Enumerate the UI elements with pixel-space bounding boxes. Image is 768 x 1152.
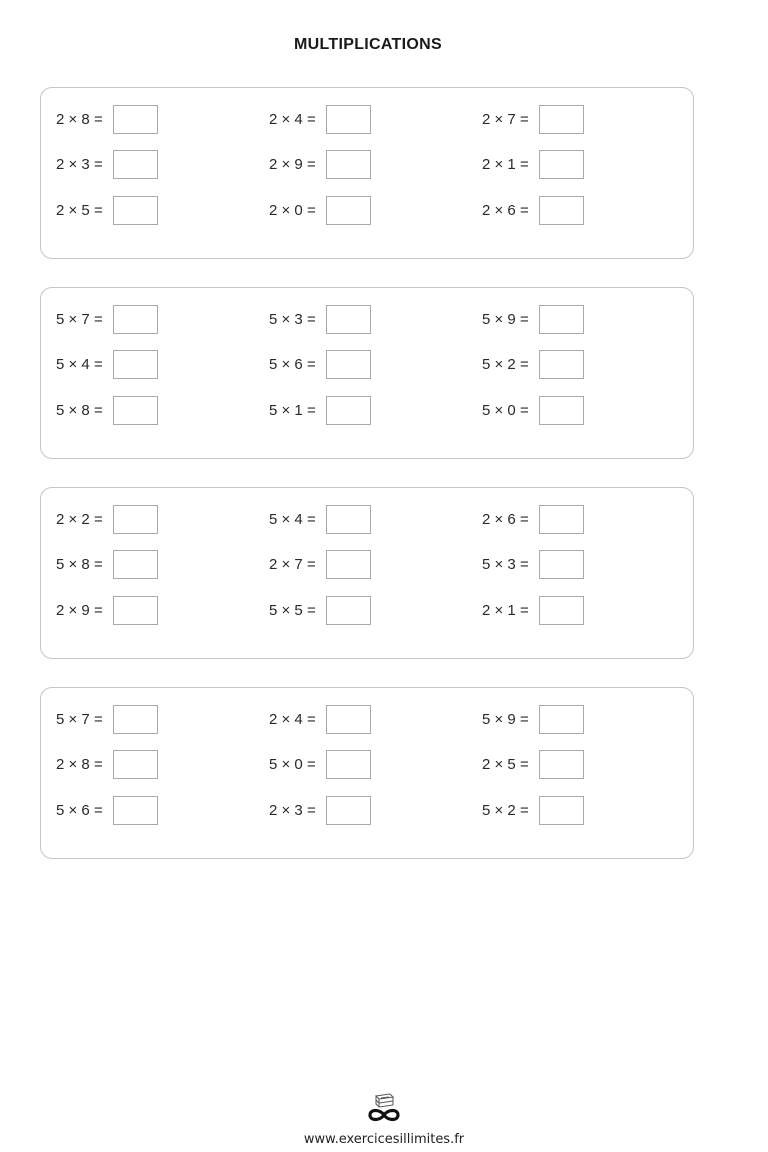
multiplication-expression: 5 × 9 = <box>482 710 529 728</box>
multiplication-expression: 5 × 9 = <box>482 310 529 328</box>
exercise-item <box>482 304 584 334</box>
exercise-item <box>482 349 584 379</box>
multiplication-expression: 2 × 9 = <box>269 155 316 173</box>
answer-input[interactable] <box>539 705 584 734</box>
exercise-item <box>482 395 584 425</box>
multiplication-expression: 5 × 8 = <box>56 555 103 573</box>
multiplication-expression: 2 × 3 = <box>56 155 103 173</box>
multiplication-expression: 5 × 7 = <box>56 710 103 728</box>
answer-input[interactable] <box>113 705 158 734</box>
multiplication-expression: 5 × 8 = <box>56 401 103 419</box>
answer-input[interactable] <box>326 350 371 379</box>
exercise-item <box>482 504 584 534</box>
site-logo <box>0 1092 768 1129</box>
exercise-item <box>269 795 371 825</box>
answer-input[interactable] <box>113 196 158 225</box>
multiplication-expression: 2 × 9 = <box>56 601 103 619</box>
exercise-item <box>269 395 371 425</box>
multiplication-expression: 2 × 8 = <box>56 110 103 128</box>
exercise-panel-4 <box>40 687 694 859</box>
multiplication-expression: 5 × 2 = <box>482 801 529 819</box>
exercise-panel-1 <box>40 87 694 259</box>
exercise-item <box>269 104 371 134</box>
exercise-item <box>482 195 584 225</box>
exercise-item <box>269 595 371 625</box>
multiplication-expression: 2 × 4 = <box>269 710 316 728</box>
multiplication-expression: 2 × 5 = <box>482 755 529 773</box>
answer-input[interactable] <box>326 305 371 334</box>
answer-input[interactable] <box>326 505 371 534</box>
exercise-item <box>269 704 371 734</box>
answer-input[interactable] <box>326 750 371 779</box>
exercise-item <box>56 795 158 825</box>
exercise-item <box>56 704 158 734</box>
answer-input[interactable] <box>326 196 371 225</box>
answer-input[interactable] <box>539 305 584 334</box>
answer-input[interactable] <box>539 196 584 225</box>
answer-input[interactable] <box>539 550 584 579</box>
multiplication-expression: 5 × 5 = <box>269 601 316 619</box>
exercise-item <box>56 595 158 625</box>
exercise-item <box>56 749 158 779</box>
multiplication-expression: 5 × 3 = <box>482 555 529 573</box>
exercise-item <box>56 304 158 334</box>
answer-input[interactable] <box>326 105 371 134</box>
exercise-item <box>269 749 371 779</box>
multiplication-expression: 5 × 6 = <box>269 355 316 373</box>
multiplication-expression: 2 × 8 = <box>56 755 103 773</box>
exercise-item <box>482 795 584 825</box>
exercise-item <box>269 549 371 579</box>
answer-input[interactable] <box>326 150 371 179</box>
multiplication-expression: 2 × 1 = <box>482 601 529 619</box>
multiplication-expression: 5 × 0 = <box>482 401 529 419</box>
multiplication-expression: 2 × 7 = <box>482 110 529 128</box>
books-infinity-logo-icon <box>364 1092 404 1124</box>
page-title: MULTIPLICATIONS <box>294 36 442 53</box>
exercise-item <box>56 349 158 379</box>
multiplication-expression: 5 × 7 = <box>56 310 103 328</box>
answer-input[interactable] <box>539 505 584 534</box>
multiplication-expression: 2 × 6 = <box>482 201 529 219</box>
exercise-item <box>269 149 371 179</box>
exercise-panel-3 <box>40 487 694 659</box>
answer-input[interactable] <box>113 550 158 579</box>
multiplication-expression: 2 × 2 = <box>56 510 103 528</box>
multiplication-expression: 2 × 6 = <box>482 510 529 528</box>
answer-input[interactable] <box>113 305 158 334</box>
multiplication-expression: 5 × 6 = <box>56 801 103 819</box>
answer-input[interactable] <box>113 596 158 625</box>
exercise-item <box>482 549 584 579</box>
exercise-item <box>56 149 158 179</box>
exercise-item <box>56 195 158 225</box>
multiplication-expression: 2 × 5 = <box>56 201 103 219</box>
answer-input[interactable] <box>539 796 584 825</box>
exercise-item <box>482 595 584 625</box>
answer-input[interactable] <box>539 396 584 425</box>
answer-input[interactable] <box>113 505 158 534</box>
answer-input[interactable] <box>539 596 584 625</box>
answer-input[interactable] <box>113 750 158 779</box>
answer-input[interactable] <box>326 705 371 734</box>
answer-input[interactable] <box>113 350 158 379</box>
multiplication-expression: 2 × 1 = <box>482 155 529 173</box>
answer-input[interactable] <box>113 105 158 134</box>
answer-input[interactable] <box>539 350 584 379</box>
exercise-item <box>269 304 371 334</box>
multiplication-expression: 2 × 3 = <box>269 801 316 819</box>
answer-input[interactable] <box>113 150 158 179</box>
answer-input[interactable] <box>539 150 584 179</box>
answer-input[interactable] <box>539 105 584 134</box>
answer-input[interactable] <box>326 596 371 625</box>
site-url: www.exercicesillimites.fr <box>303 1132 465 1147</box>
multiplication-expression: 2 × 7 = <box>269 555 316 573</box>
multiplication-expression: 2 × 0 = <box>269 201 316 219</box>
exercise-item <box>56 104 158 134</box>
answer-input[interactable] <box>539 750 584 779</box>
answer-input[interactable] <box>326 796 371 825</box>
answer-input[interactable] <box>113 796 158 825</box>
exercise-item <box>56 549 158 579</box>
answer-input[interactable] <box>326 396 371 425</box>
answer-input[interactable] <box>326 550 371 579</box>
multiplication-expression: 5 × 4 = <box>56 355 103 373</box>
exercise-item <box>269 504 371 534</box>
exercise-item <box>269 195 371 225</box>
exercise-item <box>269 349 371 379</box>
exercise-panel-2 <box>40 287 694 459</box>
answer-input[interactable] <box>113 396 158 425</box>
multiplication-expression: 5 × 2 = <box>482 355 529 373</box>
exercise-item <box>56 504 158 534</box>
exercise-item <box>482 749 584 779</box>
multiplication-expression: 5 × 3 = <box>269 310 316 328</box>
exercise-item <box>482 704 584 734</box>
multiplication-expression: 5 × 4 = <box>269 510 316 528</box>
exercise-item <box>482 104 584 134</box>
multiplication-expression: 5 × 0 = <box>269 755 316 773</box>
exercise-item <box>482 149 584 179</box>
exercise-item <box>56 395 158 425</box>
multiplication-expression: 2 × 4 = <box>269 110 316 128</box>
multiplication-expression: 5 × 1 = <box>269 401 316 419</box>
